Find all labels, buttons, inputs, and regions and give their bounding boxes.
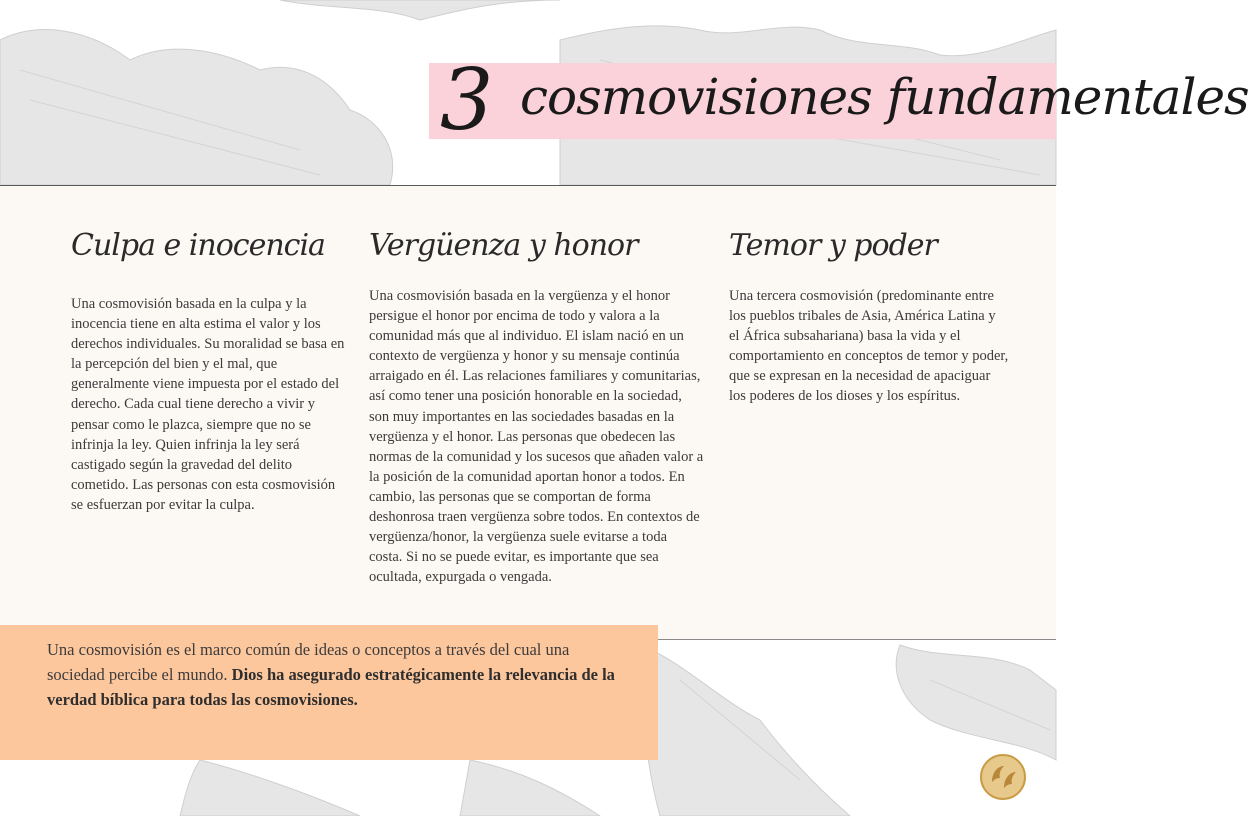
title-number: 3: [440, 51, 494, 149]
definition-callout: [0, 625, 658, 760]
column-heading: Culpa e inocencia: [71, 228, 325, 263]
column-heading: Temor y poder: [729, 228, 937, 263]
column-temor: [729, 226, 1009, 407]
column-verguenza: [369, 226, 704, 587]
page-title: cosmovisiones fundamentales: [520, 68, 1249, 126]
callout-bold: Dios ha asegurado estratégicamente la relevancia de la verdad bíblica para todas las cosmovisiones.: [47, 665, 615, 709]
gold-quote-logo-icon: [978, 752, 1028, 802]
callout-plain: Una cosmovisión es el marco común de ideas o conceptos a través del cual una sociedad percibe el mundo.: [47, 640, 570, 684]
column-body: Una tercera cosmovisión (predominante entre los pueblos tribales de Asia, América Latina y el África subsahariana) basa la vida y el comportamiento en conceptos de temor y poder, que se expresan en la necesidad de apaciguar los poderes de los dioses y los espíritus.: [729, 288, 1009, 405]
callout-text: [47, 637, 627, 712]
column-body: Una cosmovisión basada en la culpa y la inocencia tiene en alta estima el valor y los derechos individuales. Su moralidad se basa en la percepción del bien y el mal, que generalmente viene impuesta por el estado del derecho. Cada cual tiene derecho a vivir y pensar como le plazca, siempre que no se infrinja la ley. Quien infrinja la ley será castigado según la gravedad del delito cometido. Las personas con esta cosmovisión se esfuerzan por evitar la culpa.: [71, 296, 345, 513]
column-heading: Vergüenza y honor: [369, 228, 638, 263]
column-body: Una cosmovisión basada en la vergüenza y el honor persigue el honor por encima de todo y valora a la comunidad más que al individuo. El islam nació en un contexto de vergüenza y honor y su mensaje continúa arraigado en él. Las relaciones familiares y comunitarias, así como tener una posición honorable en la sociedad, son muy importantes en las sociedades basadas en la vergüenza y el honor. Las personas que obedecen las normas de la comunidad y los sucesos que añaden valor a la posición de la comunidad aportan honor a todos. En cambio, las personas que se comportan de forma deshonrosa traen vergüenza sobre todos. En contextos de vergüenza/honor, la vergüenza suele evitarse a toda costa. Si no se puede evitar, es importante que sea ocultada, expurgada o vengada.: [369, 288, 704, 586]
column-culpa: [71, 226, 346, 515]
